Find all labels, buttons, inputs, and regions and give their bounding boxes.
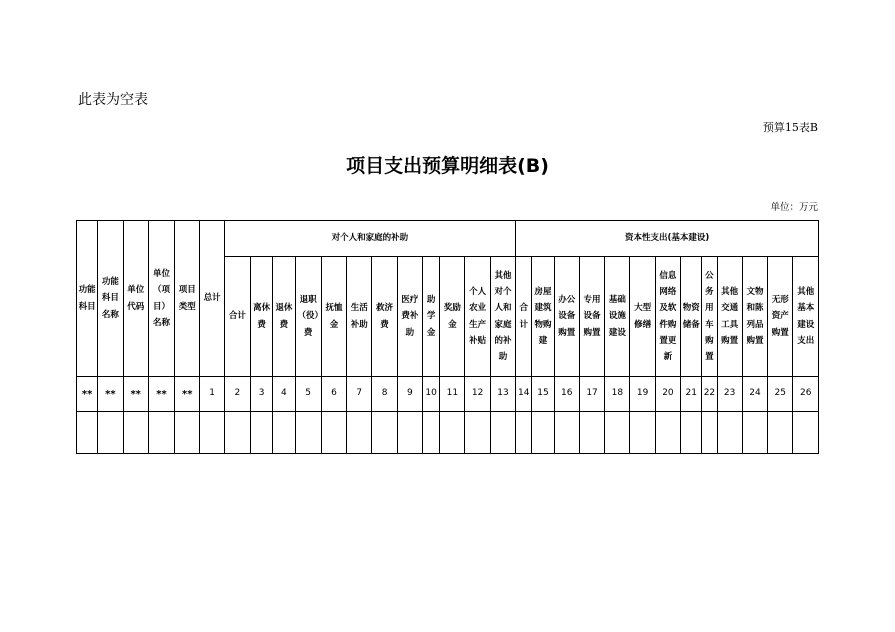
empty-cell <box>793 412 819 454</box>
column-number-cell: 5 <box>295 377 321 412</box>
empty-cell <box>702 412 717 454</box>
column-number-cell: 17 <box>579 377 604 412</box>
column-number-cell: ** <box>175 377 200 412</box>
column-number-cell: 8 <box>372 377 397 412</box>
lead-header: 功能科目 <box>77 221 98 377</box>
column-number-cell: 25 <box>768 377 793 412</box>
column-number-cell: ** <box>98 377 123 412</box>
capital-subheader: 其他交通工具购置 <box>717 257 742 377</box>
empty-cell <box>77 412 98 454</box>
column-number-cell: ** <box>123 377 148 412</box>
capital-subheader: 大型修缮 <box>630 257 655 377</box>
capital-subheader: 合计 <box>516 257 532 377</box>
empty-cell <box>251 412 273 454</box>
empty-cell <box>579 412 604 454</box>
empty-cell <box>123 412 148 454</box>
column-number-cell: 26 <box>793 377 819 412</box>
lead-header: 单位（项目）名称 <box>148 221 174 377</box>
empty-cell <box>490 412 515 454</box>
column-number-cell: 1 <box>200 377 224 412</box>
empty-cell <box>681 412 702 454</box>
empty-data-row <box>77 412 819 454</box>
capital-subheader: 房屋建筑物购建 <box>532 257 554 377</box>
empty-cell <box>273 412 295 454</box>
column-number-cell: 23 <box>717 377 742 412</box>
empty-cell <box>605 412 630 454</box>
capital-subheader: 其他基本建设支出 <box>793 257 819 377</box>
empty-cell <box>655 412 680 454</box>
column-number-cell: ** <box>148 377 174 412</box>
group-header-personal: 对个人和家庭的补助 <box>224 221 515 257</box>
empty-cell <box>372 412 397 454</box>
capital-subheader: 公务用车购置 <box>702 257 717 377</box>
empty-cell <box>717 412 742 454</box>
lead-header: 总计 <box>200 221 224 377</box>
column-number-cell: 21 <box>681 377 702 412</box>
personal-subheader: 医疗费补助 <box>397 257 422 377</box>
personal-subheader: 助学金 <box>423 257 440 377</box>
capital-subheader: 无形资产购置 <box>768 257 793 377</box>
group-header-capital: 资本性支出(基本建设) <box>516 221 819 257</box>
empty-cell <box>397 412 422 454</box>
column-number-cell: ** <box>77 377 98 412</box>
empty-cell <box>224 412 250 454</box>
empty-cell <box>742 412 767 454</box>
empty-cell <box>630 412 655 454</box>
empty-cell <box>200 412 224 454</box>
personal-subheader: 退职（役）费 <box>295 257 321 377</box>
column-number-cell: 3 <box>251 377 273 412</box>
empty-cell <box>532 412 554 454</box>
personal-subheader: 离休费 <box>251 257 273 377</box>
empty-cell <box>175 412 200 454</box>
column-number-cell: 15 <box>532 377 554 412</box>
empty-cell <box>768 412 793 454</box>
budget-table <box>76 220 819 454</box>
lead-header: 单位代码 <box>123 221 148 377</box>
lead-header: 功能科目名称 <box>98 221 123 377</box>
lead-header: 项目类型 <box>175 221 200 377</box>
column-number-cell: 18 <box>605 377 630 412</box>
column-number-cell: 20 <box>655 377 680 412</box>
column-number-cell: 12 <box>465 377 490 412</box>
column-number-cell: 7 <box>347 377 372 412</box>
form-number: 预算15表B <box>762 121 818 134</box>
personal-subheader: 生活补助 <box>347 257 372 377</box>
capital-subheader: 信息网络及软件购置更新 <box>655 257 680 377</box>
empty-table-note: 此表为空表 <box>78 92 148 108</box>
header-group-row <box>77 221 819 257</box>
empty-cell <box>347 412 372 454</box>
unit-label: 单位：万元 <box>770 202 818 213</box>
personal-subheader: 其他对个人和家庭的补助 <box>490 257 515 377</box>
empty-cell <box>465 412 490 454</box>
empty-cell <box>98 412 123 454</box>
column-number-cell: 9 <box>397 377 422 412</box>
column-number-cell: 14 <box>516 377 532 412</box>
column-number-cell: 13 <box>490 377 515 412</box>
capital-subheader: 办公设备购置 <box>554 257 579 377</box>
personal-subheader: 救济费 <box>372 257 397 377</box>
capital-subheader: 文物和陈列品购置 <box>742 257 767 377</box>
column-number-cell: 16 <box>554 377 579 412</box>
personal-subheader: 退休费 <box>273 257 295 377</box>
empty-cell <box>148 412 174 454</box>
personal-subheader: 个人农业生产补贴 <box>465 257 490 377</box>
empty-cell <box>516 412 532 454</box>
empty-cell <box>295 412 321 454</box>
empty-cell <box>321 412 346 454</box>
page-title: 项目支出预算明细表(B) <box>346 155 549 177</box>
column-number-cell: 11 <box>440 377 465 412</box>
personal-subheader: 合计 <box>224 257 250 377</box>
capital-subheader: 基础设施建设 <box>605 257 630 377</box>
empty-cell <box>423 412 440 454</box>
column-number-cell: 6 <box>321 377 346 412</box>
column-number-cell: 10 <box>423 377 440 412</box>
column-number-cell: 2 <box>224 377 250 412</box>
column-number-cell: 4 <box>273 377 295 412</box>
column-number-cell: 19 <box>630 377 655 412</box>
column-number-cell: 24 <box>742 377 767 412</box>
empty-cell <box>440 412 465 454</box>
personal-subheader: 抚恤金 <box>321 257 346 377</box>
capital-subheader: 物资储备 <box>681 257 702 377</box>
column-number-cell: 22 <box>702 377 717 412</box>
personal-subheader: 奖励金 <box>440 257 465 377</box>
capital-subheader: 专用设备购置 <box>579 257 604 377</box>
number-row <box>77 377 819 412</box>
empty-cell <box>554 412 579 454</box>
